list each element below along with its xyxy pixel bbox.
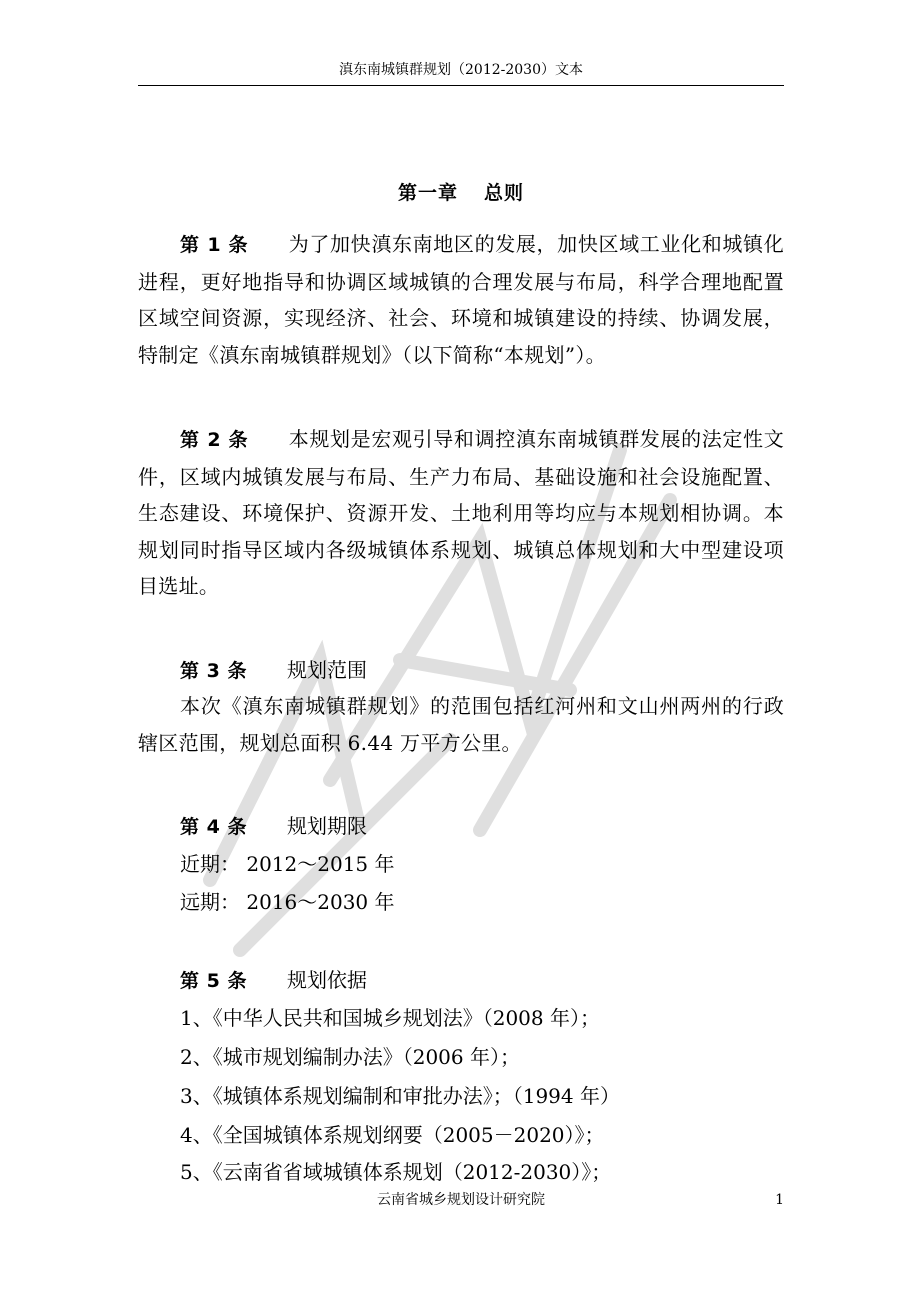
article-5-title: 规划依据 [286, 968, 367, 992]
page-header: 滇东南城镇群规划（2012-2030）文本 [339, 62, 583, 78]
page-footer [138, 1190, 784, 1210]
article-4-title: 规划期限 [286, 814, 367, 838]
article-2-text: 本规划是宏观引导和调控滇东南城镇群发展的法定性文件，区域内城镇发展与布局、生产力布局、基础设施和社会设施配置、生态建设、环境保护、资源开发、土地利用等均应与本规划相协调。本规划同时指导区域内各级城镇体系规划、城镇总体规划和大中型建设项目选址。 [138, 427, 784, 598]
article-3-title: 规划范围 [286, 658, 367, 682]
article-3-heading [180, 652, 367, 689]
chapter-heading [138, 178, 784, 208]
near-term-period: 近期： 2012～2015 年 [180, 852, 395, 876]
article-1-text: 为了加快滇东南地区的发展，加快区域工业化和城镇化进程，更好地指导和协调区域城镇的合理发展与布局，科学合理地配置区域空间资源，实现经济、社会、环境和城镇建设的持续、协调发展，特制定《滇东南城镇群规划》（以下简称“本规划”）。 [138, 232, 784, 367]
basis-item: 4、《全国城镇体系规划纲要（2005－2020）》； [180, 1123, 605, 1147]
article-3-text: 本次《滇东南城镇群规划》的范围包括红河州和文山州两州的行政辖区范围，规划总面积 6.44 万平方公里。 [138, 694, 784, 755]
chapter-title: 总则 [484, 182, 525, 204]
article-3-label: 第 3 条 [180, 660, 247, 682]
basis-item: 5、《云南省省域城镇体系规划（2012-2030）》； [180, 1160, 612, 1184]
article-2-label: 第 2 条 [180, 429, 249, 451]
chapter-number: 第一章 [397, 182, 458, 204]
footer-org: 云南省城乡规划设计研究院 [377, 1192, 545, 1208]
article-5-label: 第 5 条 [180, 970, 247, 992]
basis-item: 2、《城市规划编制办法》（2006 年）； [180, 1045, 520, 1069]
article-1 [138, 226, 784, 373]
article-5-heading [180, 962, 367, 999]
article-2 [138, 421, 784, 605]
basis-item: 3、《城镇体系规划编制和审批办法》；（1994 年） [180, 1084, 620, 1108]
article-4-heading [180, 808, 367, 845]
basis-item: 1、《中华人民共和国城乡规划法》（2008 年）； [180, 1006, 600, 1030]
article-4-label: 第 4 条 [180, 816, 247, 838]
header-rule [138, 85, 784, 86]
page-number: 1 [775, 1192, 784, 1208]
long-term-period: 远期： 2016～2030 年 [180, 890, 395, 914]
article-1-label: 第 1 条 [180, 234, 249, 256]
